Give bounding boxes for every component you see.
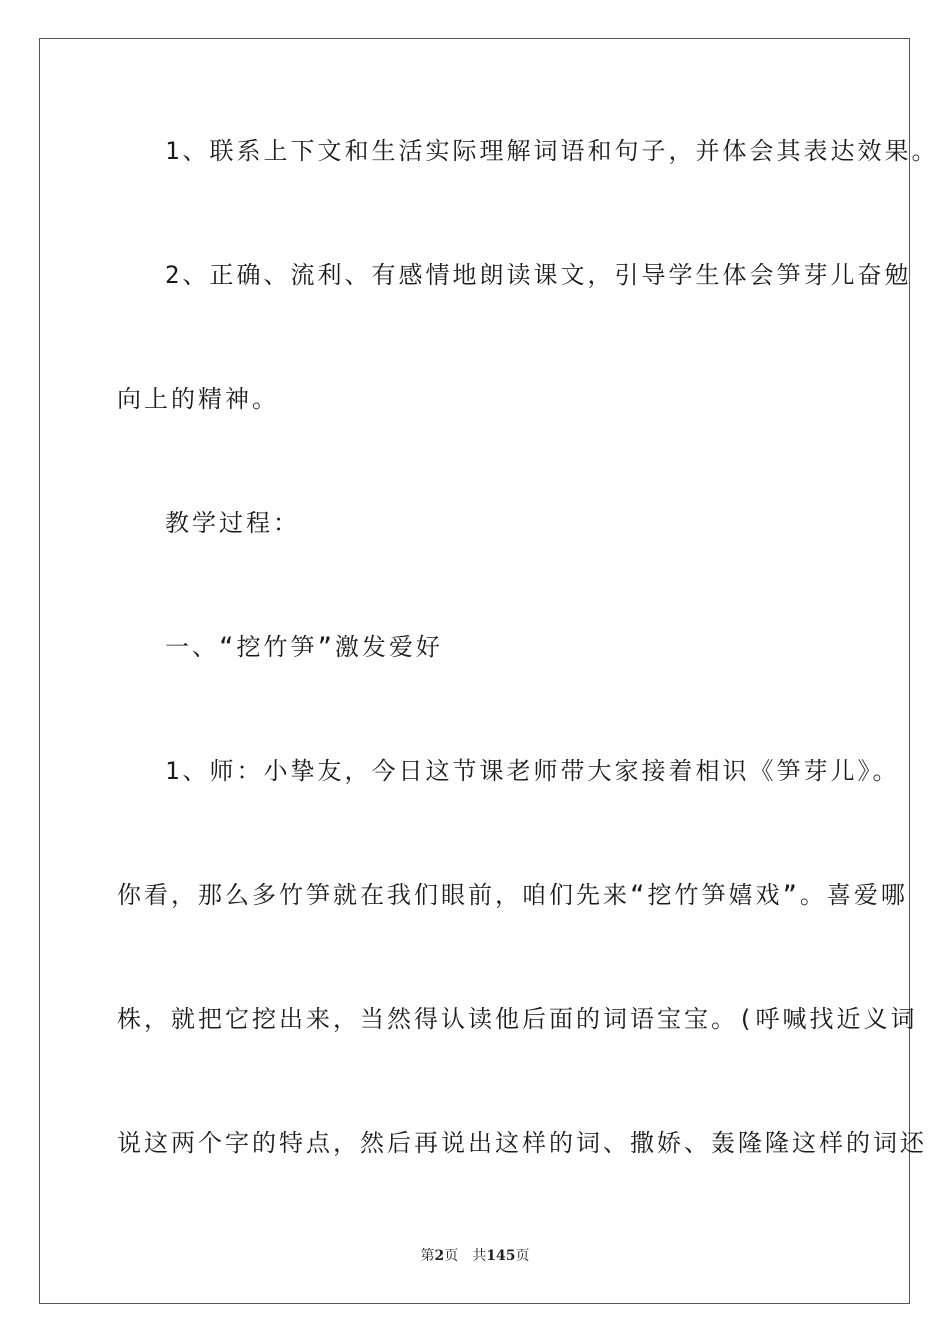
- body-line-3: 株，就把它挖出来，当然得认读他后面的词语宝宝。(呼喊找近义词: [117, 1005, 918, 1033]
- footer-total-suffix: 页: [515, 1248, 530, 1264]
- section-heading-teaching-process: 教学过程：: [165, 509, 300, 537]
- body-line-4: 说这两个字的特点，然后再说出这样的词、撒娇、轰隆隆这样的词还: [117, 1129, 927, 1157]
- step-heading-1: 一、“挖竹笋”激发爱好: [165, 633, 443, 661]
- footer-page-prefix: 第: [420, 1248, 435, 1264]
- page-footer: [0, 1245, 950, 1265]
- body-line-2: 你看，那么多竹笋就在我们眼前，咱们先来“挖竹笋嬉戏”。喜爱哪: [117, 881, 908, 909]
- objective-line-2: 2、正确、流利、有感情地朗读课文，引导学生体会笋芽儿奋勉: [165, 261, 912, 289]
- objective-line-2-continued: 向上的精神。: [117, 385, 279, 413]
- footer-total-pages: 145: [486, 1248, 516, 1264]
- footer-total-prefix: 共: [472, 1248, 487, 1264]
- page-border: [39, 38, 939, 1304]
- footer-current-page: 2: [434, 1248, 445, 1264]
- body-line-1: 1、师：小挚友，今日这节课老师带大家接着相识《笋芽儿》。: [165, 757, 900, 785]
- footer-page-suffix: 页: [444, 1248, 459, 1264]
- objective-line-1: 1、联系上下文和生活实际理解词语和句子，并体会其表达效果。: [165, 137, 939, 165]
